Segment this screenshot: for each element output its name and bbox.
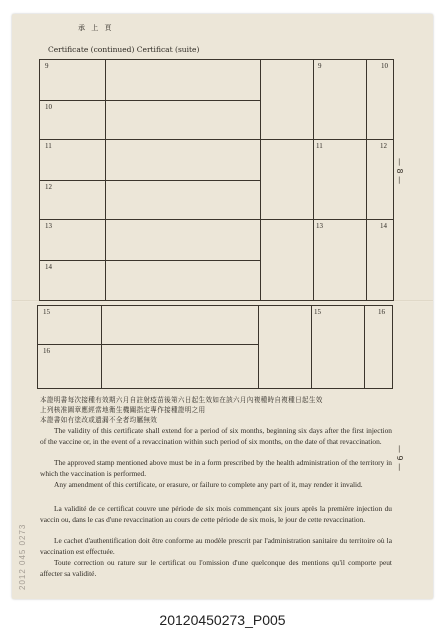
header-cjk-label: 承 上 頁	[78, 24, 114, 32]
english-validity-paragraph: The validity of this certificate shall extend for a period of six months, beginning six days after the first injection of the vaccine or, in the event of a revaccination within such period of six months, on the date of that revaccination.	[40, 426, 392, 446]
row-13-right-number: 13	[316, 222, 323, 230]
row-12-right-number: 12	[380, 142, 387, 150]
cjk-note-validity: 本證明書每次接種有效期六月自註射疫苗後第六日起生效如在該六月內複種時自複種日起生效	[40, 396, 323, 404]
row-10-number: 10	[45, 103, 52, 111]
image-caption: 20120450273_P005	[159, 612, 286, 628]
cjk-note-stamp: 上列核准圖章應經當地衛生機關指定專作接種證明之用	[40, 406, 206, 414]
row-11-right-number: 11	[316, 142, 323, 150]
row-14-number: 14	[45, 263, 52, 271]
row-15-number: 15	[43, 308, 50, 316]
row-15-right-number: 15	[314, 308, 321, 316]
page-number-9: — 9 —	[395, 445, 404, 472]
row-12-number: 12	[45, 183, 52, 191]
row-14-right-number: 14	[380, 222, 387, 230]
english-amendment-paragraph: Any amendment of this certificate, or erasure, or failure to complete any part of it, may render it invalid.	[54, 480, 363, 489]
french-correction-paragraph: Toute correction ou rature sur le certificat ou l'omission d'une quelconque des mentions qu'il comporte peut affecter sa validité.	[40, 558, 392, 578]
row-9-right-number: 9	[318, 62, 322, 70]
row-9-number: 9	[45, 62, 49, 70]
row-16-right-number: 16	[378, 308, 385, 316]
english-stamp-paragraph: The approved stamp mentioned above must be in a form prescribed by the health administration of the territory in which the vaccination is performed.	[40, 458, 392, 478]
french-validity-paragraph: La validité de ce certificat couvre une période de six mois commençant six jours après la première injection du vaccin ou, dans le cas d'une revaccination au cours de cette période de six mois, le jour de cette revaccination.	[40, 504, 392, 524]
handwritten-catalog-number: 2012 045 0273	[18, 523, 27, 590]
cjk-note-invalid: 本證書如有塗改或遺漏不全者均屬無效	[40, 416, 158, 424]
certificate-continued-title: Certificate (continued) Certificat (suite)	[48, 45, 200, 54]
row-11-number: 11	[45, 142, 52, 150]
row-13-number: 13	[45, 222, 52, 230]
french-stamp-paragraph: Le cachet d'authentification doit être conforme au modèle prescrit par l'administration sanitaire du territoire où la vaccination est effectuée.	[40, 536, 392, 556]
row-16-number: 16	[43, 347, 50, 355]
page-number-8: — 8 —	[395, 158, 404, 185]
row-10-right-number: 10	[381, 62, 388, 70]
